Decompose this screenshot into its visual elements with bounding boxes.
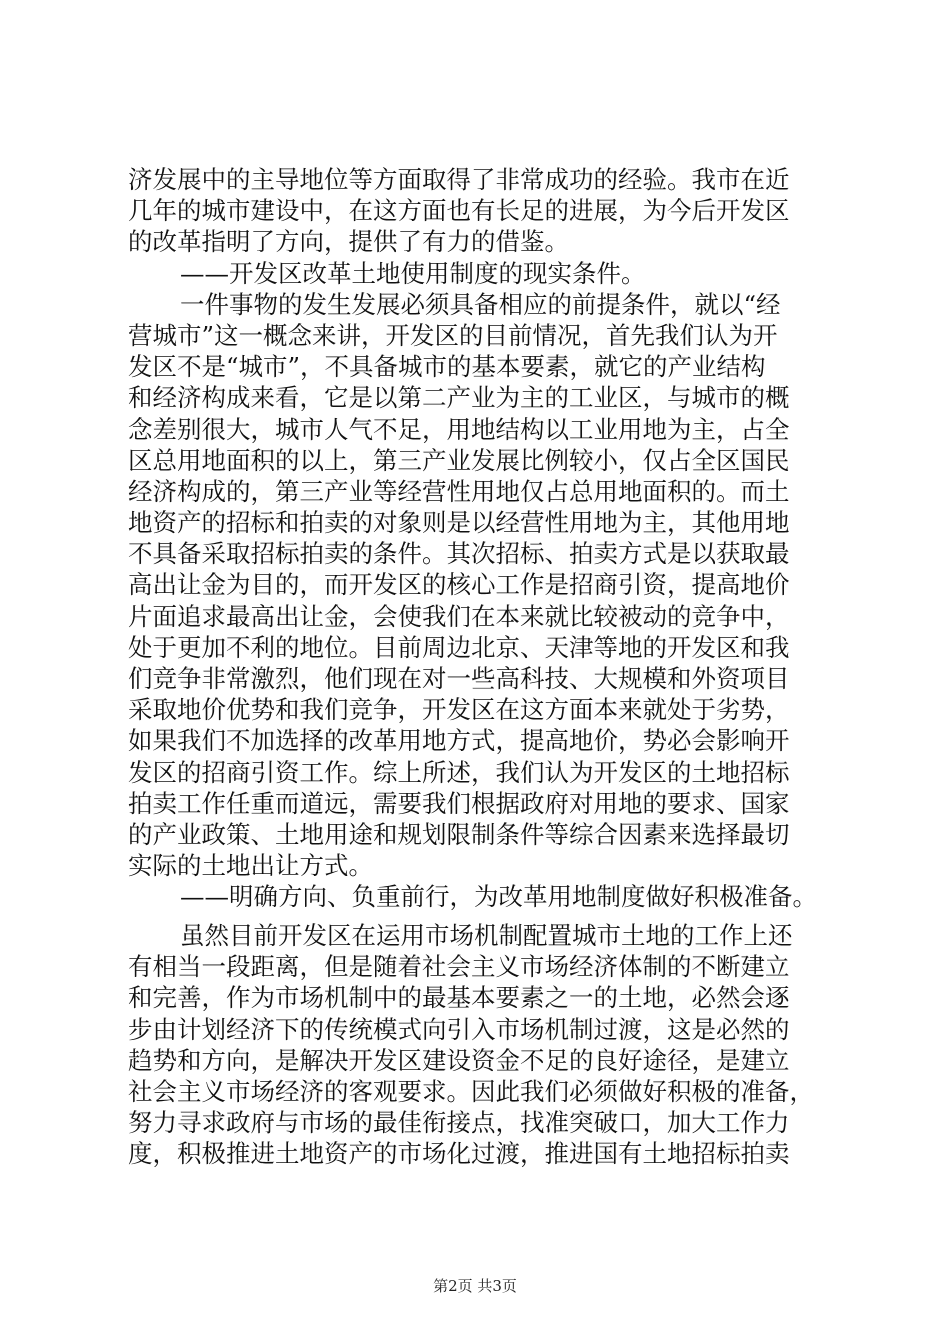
body-text-block-2 [128, 920, 828, 1170]
paragraph-line: 片面追求最高出让金，会使我们在本来就比较被动的竞争中， [128, 601, 790, 631]
paragraph-line: 的产业政策、土地用途和规划限制条件等综合因素来选择最切 [128, 819, 790, 849]
paragraph-line: 社会主义市场经济的客观要求。因此我们必须做好积极的准备， [128, 1076, 814, 1106]
paragraph-line: 拍卖工作任重而道远，需要我们根据政府对用地的要求、国家 [128, 788, 790, 818]
paragraph-line: 一件事物的发生发展必须具备相应的前提条件，就以“经 [180, 289, 781, 319]
paragraph-line: 步由计划经济下的传统模式向引入市场机制过渡，这是必然的 [128, 1014, 790, 1044]
paragraph-line: 有相当一段距离，但是随着社会主义市场经济体制的不断建立 [128, 952, 790, 982]
body-text-block-1 [128, 164, 828, 913]
paragraph-line: 努力寻求政府与市场的最佳衔接点，找准突破口，加大工作力 [128, 1108, 790, 1138]
paragraph-line: 发区不是“城市”，不具备城市的基本要素，就它的产业结构 [128, 352, 766, 382]
paragraph-line: 不具备采取招标拍卖的条件。其次招标、拍卖方式是以获取最 [128, 539, 790, 569]
paragraph-line: 如果我们不加选择的改革用地方式，提高地价，势必会影响开 [128, 726, 790, 756]
paragraph-line: 区总用地面积的以上，第三产业发展比例较小，仅占全区国民 [128, 445, 790, 475]
paragraph-line: 高出让金为目的，而开发区的核心工作是招商引资，提高地价 [128, 570, 790, 600]
paragraph-line: 营城市”这一概念来讲，开发区的目前情况，首先我们认为开 [128, 320, 778, 350]
paragraph-line: 趋势和方向，是解决开发区建设资金不足的良好途径，是建立 [128, 1045, 790, 1075]
page-number-footer: 第2页 共3页 [433, 1277, 517, 1295]
paragraph-line: 的改革指明了方向，提供了有力的借鉴。 [128, 227, 569, 257]
paragraph-line: 经济构成的，第三产业等经营性用地仅占总用地面积的。而土 [128, 476, 790, 506]
paragraph-line: 济发展中的主导地位等方面取得了非常成功的经验。我市在近 [128, 165, 790, 194]
paragraph-line: 们竞争非常激烈，他们现在对一些高科技、大规模和外资项目 [128, 664, 790, 693]
paragraph-line: 度，积极推进土地资产的市场化过渡，推进国有土地招标拍卖 [128, 1139, 790, 1169]
paragraph-line: 发区的招商引资工作。综上所述，我们认为开发区的土地招标 [128, 757, 790, 787]
paragraph-line: 和经济构成来看，它是以第二产业为主的工业区，与城市的概 [128, 383, 790, 413]
paragraph-line: 实际的土地出让方式。 [128, 851, 373, 881]
paragraph-line: 采取地价优势和我们竞争，开发区在这方面本来就处于劣势， [128, 695, 790, 725]
paragraph-line: 几年的城市建设中，在这方面也有长足的进展，为今后开发区 [128, 196, 790, 226]
section-heading-line: ——开发区改革土地使用制度的现实条件。 [180, 258, 646, 288]
paragraph-line: 念差别很大，城市人气不足，用地结构以工业用地为主，占全 [128, 414, 790, 444]
section-heading-line: ——明确方向、负重前行，为改革用地制度做好积极准备。 [180, 882, 817, 912]
paragraph-line: 和完善，作为市场机制中的最基本要素之一的土地，必然会逐 [128, 983, 790, 1013]
paragraph-line: 处于更加不利的地位。目前周边北京、天津等地的开发区和我 [128, 632, 790, 662]
paragraph-line: 虽然目前开发区在运用市场机制配置城市土地的工作上还 [180, 921, 793, 950]
paragraph-line: 地资产的招标和拍卖的对象则是以经营性用地为主，其他用地 [128, 508, 790, 538]
